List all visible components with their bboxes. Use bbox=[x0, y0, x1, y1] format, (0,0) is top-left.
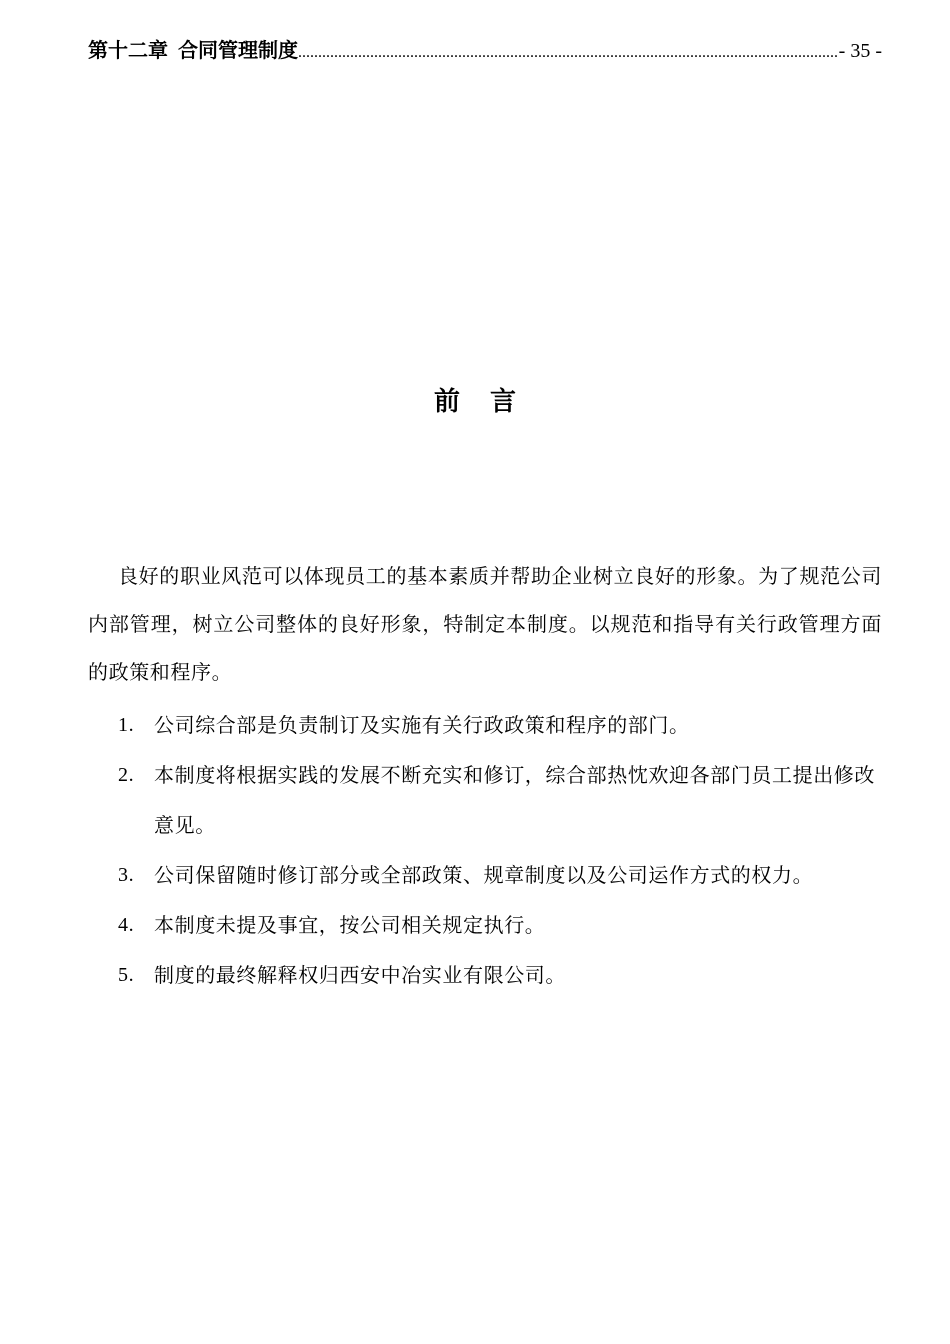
list-item bbox=[118, 750, 882, 850]
list-item-text: 制度的最终解释权归西安中冶实业有限公司。 bbox=[154, 963, 566, 987]
list-item-text: 公司综合部是负责制订及实施有关行政政策和程序的部门。 bbox=[154, 713, 690, 737]
list-item-text: 公司保留随时修订部分或全部政策、规章制度以及公司运作方式的权力。 bbox=[154, 863, 814, 887]
list-item-number: 2. bbox=[118, 764, 135, 786]
list-item bbox=[118, 850, 882, 900]
preface-intro-paragraph: 良好的职业风范可以体现员工的基本素质并帮助企业树立良好的形象。为了规范公司内部管理，树立公司整体的良好形象，特制定本制度。以规范和指导有关行政管理方面的政策和程序。 bbox=[88, 564, 882, 684]
toc-chapter-title: 合同管理制度 bbox=[178, 38, 298, 62]
list-item-number: 4. bbox=[118, 914, 135, 936]
list-item bbox=[118, 950, 882, 1000]
list-item-number: 1. bbox=[118, 714, 135, 736]
list-item bbox=[118, 900, 882, 950]
toc-dot-leader bbox=[298, 37, 839, 69]
list-item-number: 5. bbox=[118, 964, 135, 986]
list-item bbox=[118, 700, 882, 750]
toc-page-number: - 35 - bbox=[838, 40, 882, 62]
toc-entry[interactable] bbox=[88, 34, 882, 66]
preface-rules-list bbox=[118, 700, 882, 1000]
preface-heading: 前言 bbox=[433, 387, 546, 417]
list-item-text: 本制度未提及事宜，按公司相关规定执行。 bbox=[154, 913, 546, 937]
list-item-text: 本制度将根据实践的发展不断充实和修订，综合部热忱欢迎各部门员工提出修改意见。 bbox=[154, 763, 875, 837]
list-item-number: 3. bbox=[118, 864, 135, 886]
toc-chapter-number: 第十二章 bbox=[88, 38, 168, 62]
toc-entry-title bbox=[88, 34, 298, 66]
